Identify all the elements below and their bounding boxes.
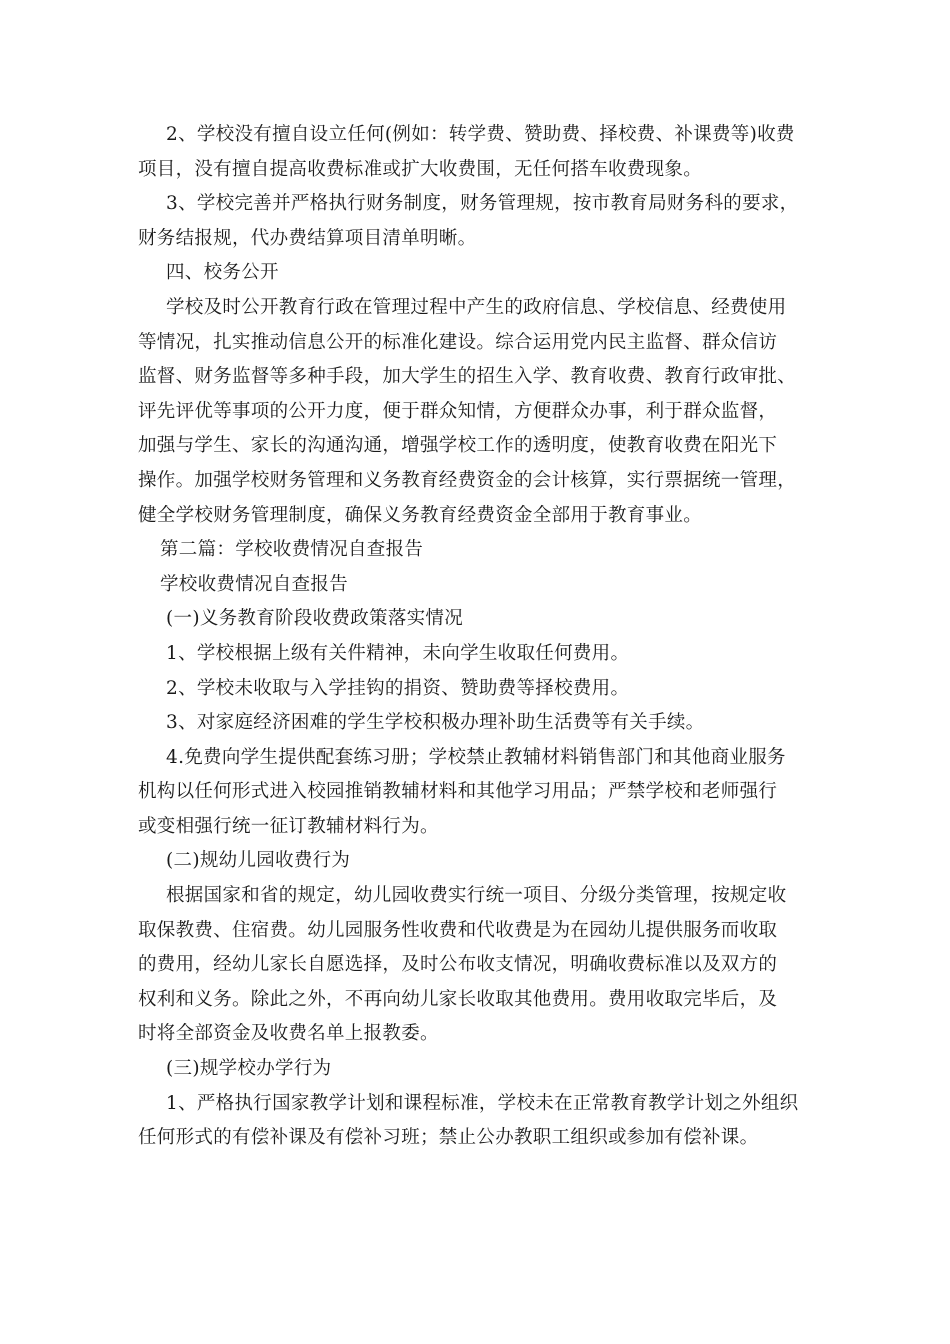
chapter-title: 第二篇：学校收费情况自查报告 [160, 539, 424, 561]
text-line: 健全学校财务管理制度，确保义务教育经费资金全部用于教育事业。 [138, 504, 703, 526]
text-line: 等情况，扎实推动信息公开的标准化建设。综合运用党内民主监督、群众信访 [138, 331, 778, 353]
text-line: 加强与学生、家长的沟通沟通，增强学校工作的透明度，使教育收费在阳光下 [138, 435, 778, 457]
text-line: 1、学校根据上级有关件精神，未向学生收取任何费用。 [166, 642, 630, 664]
text-line: 4.免费向学生提供配套练习册；学校禁止教辅材料销售部门和其他商业服务 [166, 746, 786, 768]
text-line: 3、对家庭经济困难的学生学校积极办理补助生活费等有关手续。 [166, 712, 705, 734]
text-line: 学校及时公开教育行政在管理过程中产生的政府信息、学校信息、经费使用 [166, 296, 787, 318]
text-line: 的费用，经幼儿家长自愿选择，及时公布收支情况，明确收费标准以及双方的 [138, 954, 778, 976]
text-line: 监督、财务监督等多种手段，加大学生的招生入学、教育收费、教育行政审批、 [138, 366, 797, 388]
text-line: 权利和义务。除此之外，不再向幼儿家长收取其他费用。费用收取完毕后，及 [138, 988, 778, 1010]
text-line: 评先评优等事项的公开力度，便于群众知情，方便群众办事，利于群众监督， [138, 400, 778, 422]
text-line: 取保教费、住宿费。幼儿园服务性收费和代收费是为在园幼儿提供服务而收取 [138, 919, 778, 941]
text-line: 时将全部资金及收费名单上报教委。 [138, 1023, 439, 1045]
text-line: 1、严格执行国家教学计划和课程标准，学校未在正常教育教学计划之外组织 [166, 1092, 799, 1114]
text-line: 操作。加强学校财务管理和义务教育经费资金的会计核算，实行票据统一管理， [138, 469, 797, 491]
document-body [138, 118, 812, 1156]
text-line: 2、学校没有擅自设立任何(例如：转学费、赞助费、择校费、补课费等)收费 [166, 124, 795, 145]
text-line: 项目，没有擅自提高收费标准或扩大收费围，无任何搭车收费现象。 [138, 158, 703, 180]
document-title: 学校收费情况自查报告 [160, 573, 349, 595]
text-line: 或变相强行统一征订教辅材料行为。 [138, 815, 439, 837]
section-heading: 四、校务公开 [166, 262, 279, 284]
text-line: 财务结报规，代办费结算项目清单明晰。 [138, 227, 477, 249]
section-heading: (二)规幼儿园收费行为 [166, 850, 351, 872]
text-line: 任何形式的有偿补课及有偿补习班；禁止公办教职工组织或参加有偿补课。 [138, 1127, 759, 1149]
section-heading: (三)规学校办学行为 [166, 1058, 332, 1080]
text-line: 2、学校未收取与入学挂钩的捐资、赞助费等择校费用。 [166, 677, 630, 699]
text-line: 根据国家和省的规定，幼儿园收费实行统一项目、分级分类管理，按规定收 [166, 885, 787, 907]
text-line: 机构以任何形式进入校园推销教辅材料和其他学习用品；严禁学校和老师强行 [138, 781, 778, 803]
section-heading: (一)义务教育阶段收费政策落实情况 [166, 608, 464, 630]
text-line: 3、学校完善并严格执行财务制度，财务管理规，按市教育局财务科的要求， [166, 193, 799, 215]
